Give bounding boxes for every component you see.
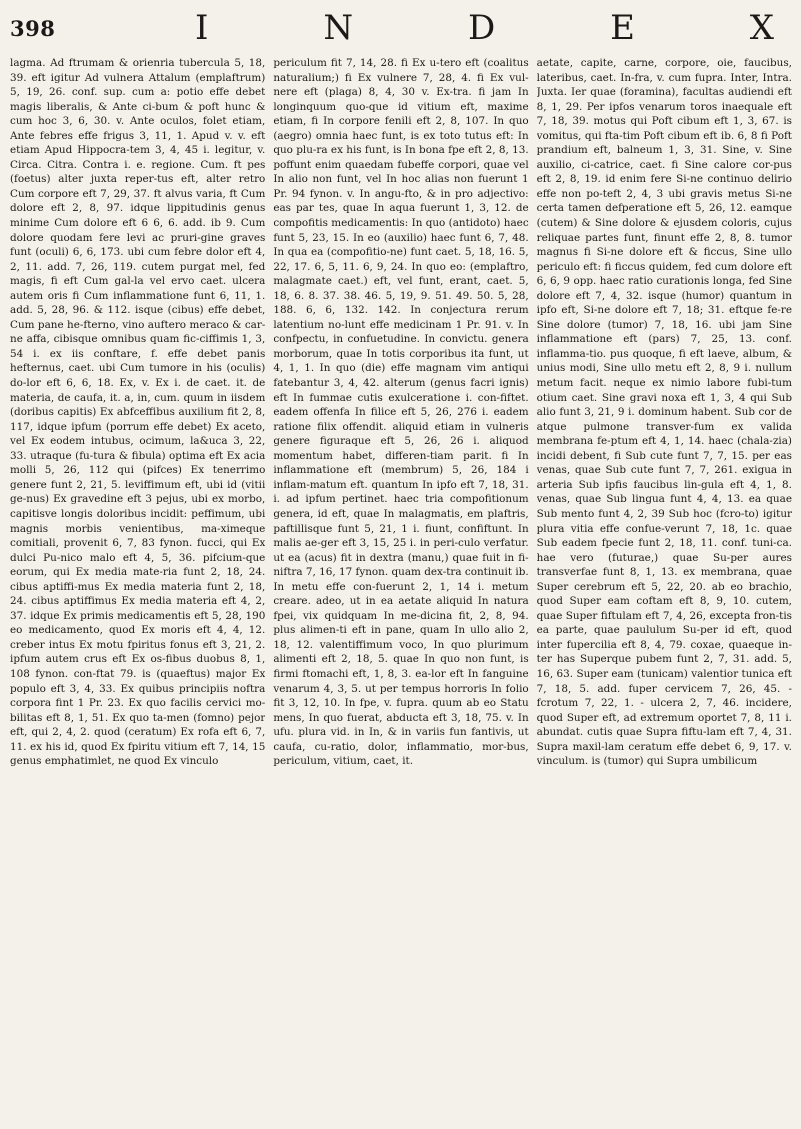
- column-text: aetate, capite, carne, corpore, oie, faucibus, lateribus, caet. In-fra, v. cum fupra. Inter, Intra. Juxta. Ier quae (foramina), facultas audiendi eft 8, 1, 29. Per ipfos venarum toros inaequale eft 7, 18, 39. motus qui Poft cibum eft 1, 3, 67. is vomitus, qui fta-tim Poft cibum eft ib. 6, 8 fi Poft prandium eft, balneum 1, 3, 31. Sine, v. Sine auxilio, ci-catrice, caet. fi Sine calore cor-pus eft 2, 8, 19. id enim fere Si-ne continuo delirio effe non po-teft 2, 4, 3 ubi gravis metus Si-ne certa tamen defperatione eft 5, 26, 12. eamque (cutem) & Sine dolore & ejusdem coloris, cujus reliquae partes funt, finunt effe 2, 8, 8. tumor magnus fi Si-ne dolore eft & ficcus, Sine ullo periculo eft: fi ficcus quidem, fed cum dolore eft 6, 6, 9 opp. haec ratio curationis longa, fed Sine dolore eft 7, 4, 32. isque (humor) quantum in ipfo eft, Si-ne dolore eft 7, 18; 31. eftque fe-re Sine dolore (tumor) 7, 18, 16. ubi jam Sine inflammatione eft (pars) 7, 25, 13. conf. inflamma-tio. pus quoque, fi eft laeve, album, & unius modi, Sine ullo metu eft 2, 8, 9 i. nullum metum facit. neque ex nimio labore fubi-tum otium caet. Sine gravi noxa eft 1, 3, 4 qui Sub alio funt 3, 21, 9 i. dominum habent. Sub cor de atque pulmone transver-fum ex valida membrana fe-ptum eft 4, 1, 14. haec (chala-zia) incidi debent, fi Sub cute funt 7, 7, 15. per eas venas, quae Sub cute funt 7, 7, 261. exigua in arteria Sub ipfis faucibus lin-gula eft 4, 1, 8. venas, quae Sub lingua funt 4, 4, 13. ea quae Sub mento funt 4, 2, 39 Sub hoc (fcro-to) igitur plura vitia effe confue-verunt 7, 18, 1c. quae Sub eadem fpecie funt 2, 18, 11. conf. tuni-ca. hae vero (futurae,) quae Su-per aures transverfae funt 8, 1, 13. ex membrana, quae Super cerebrum eft 5, 22, 20. ab eo brachio, quod Super eam coftam eft 8, 9, 10. cutem, quae Super fiftulam eft 7, 4, 26, excepta fron-tis ea parte, quae paululum Su-per id eft, quod inter fupercilia eft 8, 4, 79. coxae, quaeque in-ter has Superque pubem funt 2, 7, 31. add. 5, 16, 63. Super eam (tunicam) valentior tunica eft 7, 18, 5. add. fuper cervicem 7, 26, 45. - fcrotum 7, 22, 1. - ulcera 2, 7, 46. incidere, quod Super eft, ad extremum oportet 7, 8, 11 i. abundat. cutis quae Supra fiftu-lam eft 7, 4, 31. Supra maxil-lam ceratum effe debet 6, 9, 17. v. vinculum. is (tumor) qui Supra umbilicum: [536, 57, 792, 768]
- page-number: 398: [10, 16, 56, 41]
- column-text: lagma. Ad ftrumam & orienria tubercula 5, 18, 39. eft igitur Ad vulnera Attalum (emplaftrum) 5, 19, 26. conf. sup. cum a: potio effe debet magis liberalis, & Ante ci-bum & poft hunc & cum hoc 3, 6, 30. v. Ante oculos, folet etiam, Ante febres effe frigus 3, 11, 1. Apud v. v. eft etiam Apud Hippocra-tem 3, 4, 45 i. legitur, v. Circa. Citra. Contra i. e. regione. Cum. ft pes (foetus) alter juxta reper-tus eft, alter retro Cum corpore eft 7, 29, 37. ft alvus varia, ft Cum dolore eft 2, 8, 97. idque lippitudinis genus minime Cum dolore eft 6 6, 6. add. ib 9. Cum dolore quodam fere levi ac pruri-gine graves funt (oculi) 6, 6, 173. ubi cum febre dolor eft 4, 2, 11. add. 7, 26, 119. cutem purgat mel, fed magis, fi eft Cum gal-la vel ervo caet. ulcera autem oris fi Cum inflammatione funt 6, 11, 1. add. 5, 28, 96. & 112. isque (cibus) effe debet, Cum pane he-fterno, vino auftero meraco & car-ne affa, cibisque omnibus quam fic-ciffimis 1, 3, 54 i. ex iis conftare, f. effe debet panis hefternus, caet. ubi Cum tumore in his (oculis) do-lor eft 6, 6, 18. Ex, v. Ex i. de caet. it. de materia, de caufa, it. a, in, cum. quum in iisdem (doribus capitis) Ex abfceffibus auxilium fit 2, 8, 117, idque ipfum (porrum effe debet) Ex aceto, vel Ex eodem intubus, ocimum, la&uca 3, 22, 33. utraque (fu-tura & fibula) optima eft Ex acia molli 5, 26, 112 qui (pifces) Ex tenerrimo genere funt 2, 21, 5. leviffimum eft, ubi id (vitii ge-nus) Ex gravedine eft 3 pejus, ubi ex morbo, capitisve longis doloribus incidit: peffimum, ubi magnis morbis venientibus, ma-ximeque comitiali, provenit 6, 7, 83 fynon. fucci, qui Ex dulci Pu-nico malo eft 4, 5, 36. pifcium-que eorum, qui Ex media mate-ria funt 2, 18, 24. cibus aptiffi-mus Ex media materia funt 2, 18, 24. cibus aptiffimus Ex media materia eft 4, 2, 37. idque Ex primis medicamentis eft 5, 28, 190 eo medicamento, quod Ex moris eft 4, 4, 12. creber intus Ex motu fpiritus fonus eft 3, 21, 2. ipfum autem crus eft Ex os-fibus duobus 8, 1, 108 fynon. con-ftat 79. is (quaeftus) major Ex populo eft 3, 4, 33. Ex quibus principiis noftra corpora fint 1 Pr. 23. Ex quo facilis cervici mo-bilitas eft 8, 1, 51. Ex quo ta-men (fomno) pejor eft, qui 2, 4, 2. quod (ceratum) Ex rofa eft 6, 7, 11. ex his id, quod Ex fpiritu vitium eft 7, 14, 15 genus emphatimlet, ne quod Ex vinculo: [10, 57, 266, 768]
- column-left: [10, 56, 265, 1120]
- column-text: periculum fit 7, 14, 28. fi Ex u-tero eft (coalitus naturalium;) fi Ex vulnere 7, 28, 4. fi Ex vul-nere eft (plaga) 8, 4, 30 v. Ex-tra. fi jam In longinquum quo-que id vitium eft, maxime etiam, fi In corpore fenili eft 2, 8, 107. In quo (aegro) omnia haec funt, is ex toto tutus eft: In quo plu-ra ex his funt, is In bona fpe eft 2, 8, 13. poffunt enim quaedam fubeffe corpori, quae vel In alio non funt, vel In hoc alias non fuerunt 1 Pr. 94 fynon. v. In angu-fto, & in pro adjectivo: eas par tes, quae In aqua fuerunt 1, 3, 12. de compofitis medicamentis: In quo (antidoto) haec funt 5, 23, 15. In eo (auxilio) haec funt 6, 7, 48. In qua ea (compofitio-ne) funt caet. 5, 18, 16. 5, 22, 17. 6, 5, 11. 6, 9, 24. In quo eo: (emplaftro, malagmate caet.) eft, vel funt, erant, caet. 5, 18, 6. 8. 37. 38. 46. 5, 19, 9. 51. 49. 50. 5, 28, 188. 6, 6, 132. 142. In conjectura rerum latentium no-lunt effe medicinam 1 Pr. 91. v. In confpectu, in confuetudine. In convictu. genera morborum, quae In totis corporibus ita funt, ut 4, 1, 1. In quo (die) effe magnam vim antiqui fatebantur 3, 4, 42. alterum (genus facri ignis) eft In fummae cutis exulceratione i. con-fiftet. eadem offenfa In filice eft 5, 26, 276 i. eadem ratione filix offendit. aliquid etiam in vulneris genere figuraque eft 5, 26, 26 i. aliquod momentum habet, differen-tiam parit. fi In inflammatione eft (membrum) 5, 26, 184 i inflam-matum eft. quantum In ipfo eft 7, 18, 31. i. ad ipfum pertinet. haec tria compofitionum genera, id eft, quae In malagmatis, em plaftris, paftillisque funt 5, 21, 1 i. fiunt, confiftunt. In malis ae-ger eft 3, 15, 25 i. in peri-culo verfatur. ut ea (acus) fit in dextra (manu,) quae fuit in fi-niftra 7, 16, 17 fynon. quam dex-tra continuit ib. In metu effe con-fuerunt 2, 1, 14 i. metum creare. adeo, ut in ea aetate aliquid In natura fpei, vix quidquam In me-dicina fit, 2, 8, 94. plus alimen-ti eft in pane, quam In ullo alio 2, 18, 12. valentiffimum voco, In quo plurimum alimenti eft 2, 18, 5. quae In quo non funt, is firmi ftomachi eft, 1, 8, 3. ea-lor eft In fanguine venarum 4, 3, 5. ut per tempus horroris In folio fit 3, 12, 10. In fpe, v. fupra. quum ab eo Statu mens, In quo fuerat, abducta eft 3, 18, 75. v. In ufu. plura vid. in In, & in variis fun fantivis, ut caufa, cu-ratio, dolor, inflammatio, mor-bus, periculum, vitium, caet, it.: [273, 57, 529, 768]
- column-right: [537, 56, 792, 1120]
- running-head-letter: N: [323, 8, 355, 48]
- running-head-letter: I: [195, 8, 210, 48]
- index-columns: [10, 56, 792, 1120]
- column-middle: [273, 56, 528, 1120]
- running-head-letter: X: [749, 8, 775, 48]
- running-head: [195, 8, 775, 48]
- running-head-letter: D: [467, 8, 497, 48]
- running-head-letter: E: [610, 8, 636, 48]
